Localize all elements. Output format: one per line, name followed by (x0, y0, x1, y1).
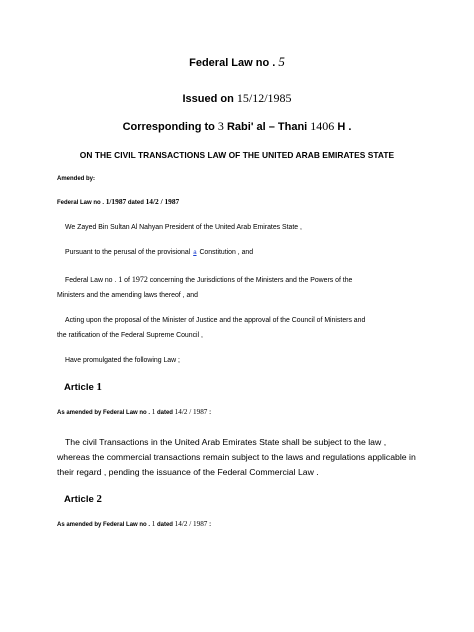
article-1-amendment-note (57, 408, 211, 416)
preamble-paragraph-3-text: concerning the Jurisdictions of the Ministers and the Powers of the (149, 277, 353, 284)
footnote-link[interactable]: a (193, 250, 197, 256)
article-1-body-end: . (316, 467, 319, 477)
preamble-paragraph-1-text: We Zayed Bin Sultan Al Nahyan President of the United Arab Emirates State , (65, 224, 302, 231)
preamble-paragraph-3-year: 1972 (131, 275, 148, 284)
corresponding-prefix: Corresponding to (122, 121, 215, 133)
article-1-amend-number: 1 (151, 408, 156, 416)
preamble-paragraph-1 (57, 220, 419, 235)
corresponding-year: 1406 (310, 119, 335, 133)
article-1-body-line-2: whereas the commercial transactions remain subject to the laws and regulations applicable in (57, 452, 416, 462)
corresponding-suffix: H . (337, 121, 352, 133)
preamble-paragraph-3-law-number: 1 (118, 275, 123, 284)
preamble-paragraph-4-line-1: Acting upon the proposal of the Minister of Justice and the approval of the Council of Ministers and (65, 317, 366, 324)
preamble-paragraph-5-text: Have promulgated the following Law ; (65, 357, 180, 364)
amending-law-dated: dated (127, 200, 144, 206)
issued-prefix: Issued on (182, 93, 234, 105)
article-1-body-line-3: their regard , pending the issuance of the Federal Commercial Law (57, 467, 314, 477)
corresponding-day: 3 (217, 119, 224, 133)
law-title-prefix: Federal Law no . (189, 57, 276, 69)
article-2-number: 2 (96, 493, 102, 505)
preamble-paragraph-2-text-after: Constitution , and (199, 249, 254, 256)
law-subject: ON THE CIVIL TRANSACTIONS LAW OF THE UNITED ARAB EMIRATES STATE (79, 150, 395, 160)
article-2-amend-dated: dated (156, 522, 173, 528)
article-1-body-line-1: The civil Transactions in the United Arab Emirates State shall be subject to the law , (65, 437, 387, 447)
preamble-paragraph-3-law-prefix: Federal Law no . (65, 277, 117, 284)
article-1-amend-dated: dated (156, 410, 173, 416)
preamble-paragraph-3-line-2: Ministers and the amending laws thereof , and (57, 292, 198, 299)
article-2-amend-date: 14/2 / 1987 (174, 520, 208, 528)
article-1-label: Article (64, 382, 94, 393)
article-2-amend-colon: : (209, 522, 212, 528)
amended-by-colon: : (93, 176, 96, 182)
preamble-paragraph-4-line-2: the ratification of the Federal Supreme Council , (57, 332, 203, 339)
preamble-paragraph-3 (57, 272, 419, 303)
article-1-body (57, 435, 419, 480)
article-2-label: Article (64, 494, 94, 505)
preamble-paragraph-2-text-before: Pursuant to the perusal of the provisional (65, 249, 191, 256)
amending-law-prefix: Federal Law no . (57, 200, 105, 206)
preamble-paragraph-4 (57, 313, 419, 343)
preamble-paragraph-5 (57, 353, 419, 368)
article-2-amendment-note (57, 520, 211, 528)
article-2-heading (64, 493, 102, 505)
article-1-amend-prefix: As amended by Federal Law no . (57, 410, 151, 416)
amended-by-text: Amended by (57, 176, 94, 182)
article-1-number: 1 (96, 381, 102, 393)
law-title-number: 5 (278, 54, 285, 69)
amending-law-line (57, 197, 179, 206)
corresponding-month: Rabi' al – Thani (226, 121, 308, 133)
preamble-paragraph-3-of: of (124, 277, 130, 284)
article-1-amend-colon: : (209, 410, 212, 416)
amending-law-date: 14/2 / 1987 (145, 197, 180, 206)
hijri-date-line (0, 119, 474, 134)
preamble-paragraph-2 (57, 245, 419, 261)
article-2-amend-number: 1 (151, 520, 156, 528)
issued-date-line (0, 91, 474, 106)
law-title (0, 54, 474, 70)
amending-law-number: 1/1987 (105, 197, 127, 206)
article-1-heading (64, 381, 102, 393)
amended-by-label (57, 176, 95, 182)
issued-date: 15/12/1985 (236, 91, 292, 105)
article-2-amend-prefix: As amended by Federal Law no . (57, 522, 151, 528)
article-1-amend-date: 14/2 / 1987 (174, 408, 208, 416)
